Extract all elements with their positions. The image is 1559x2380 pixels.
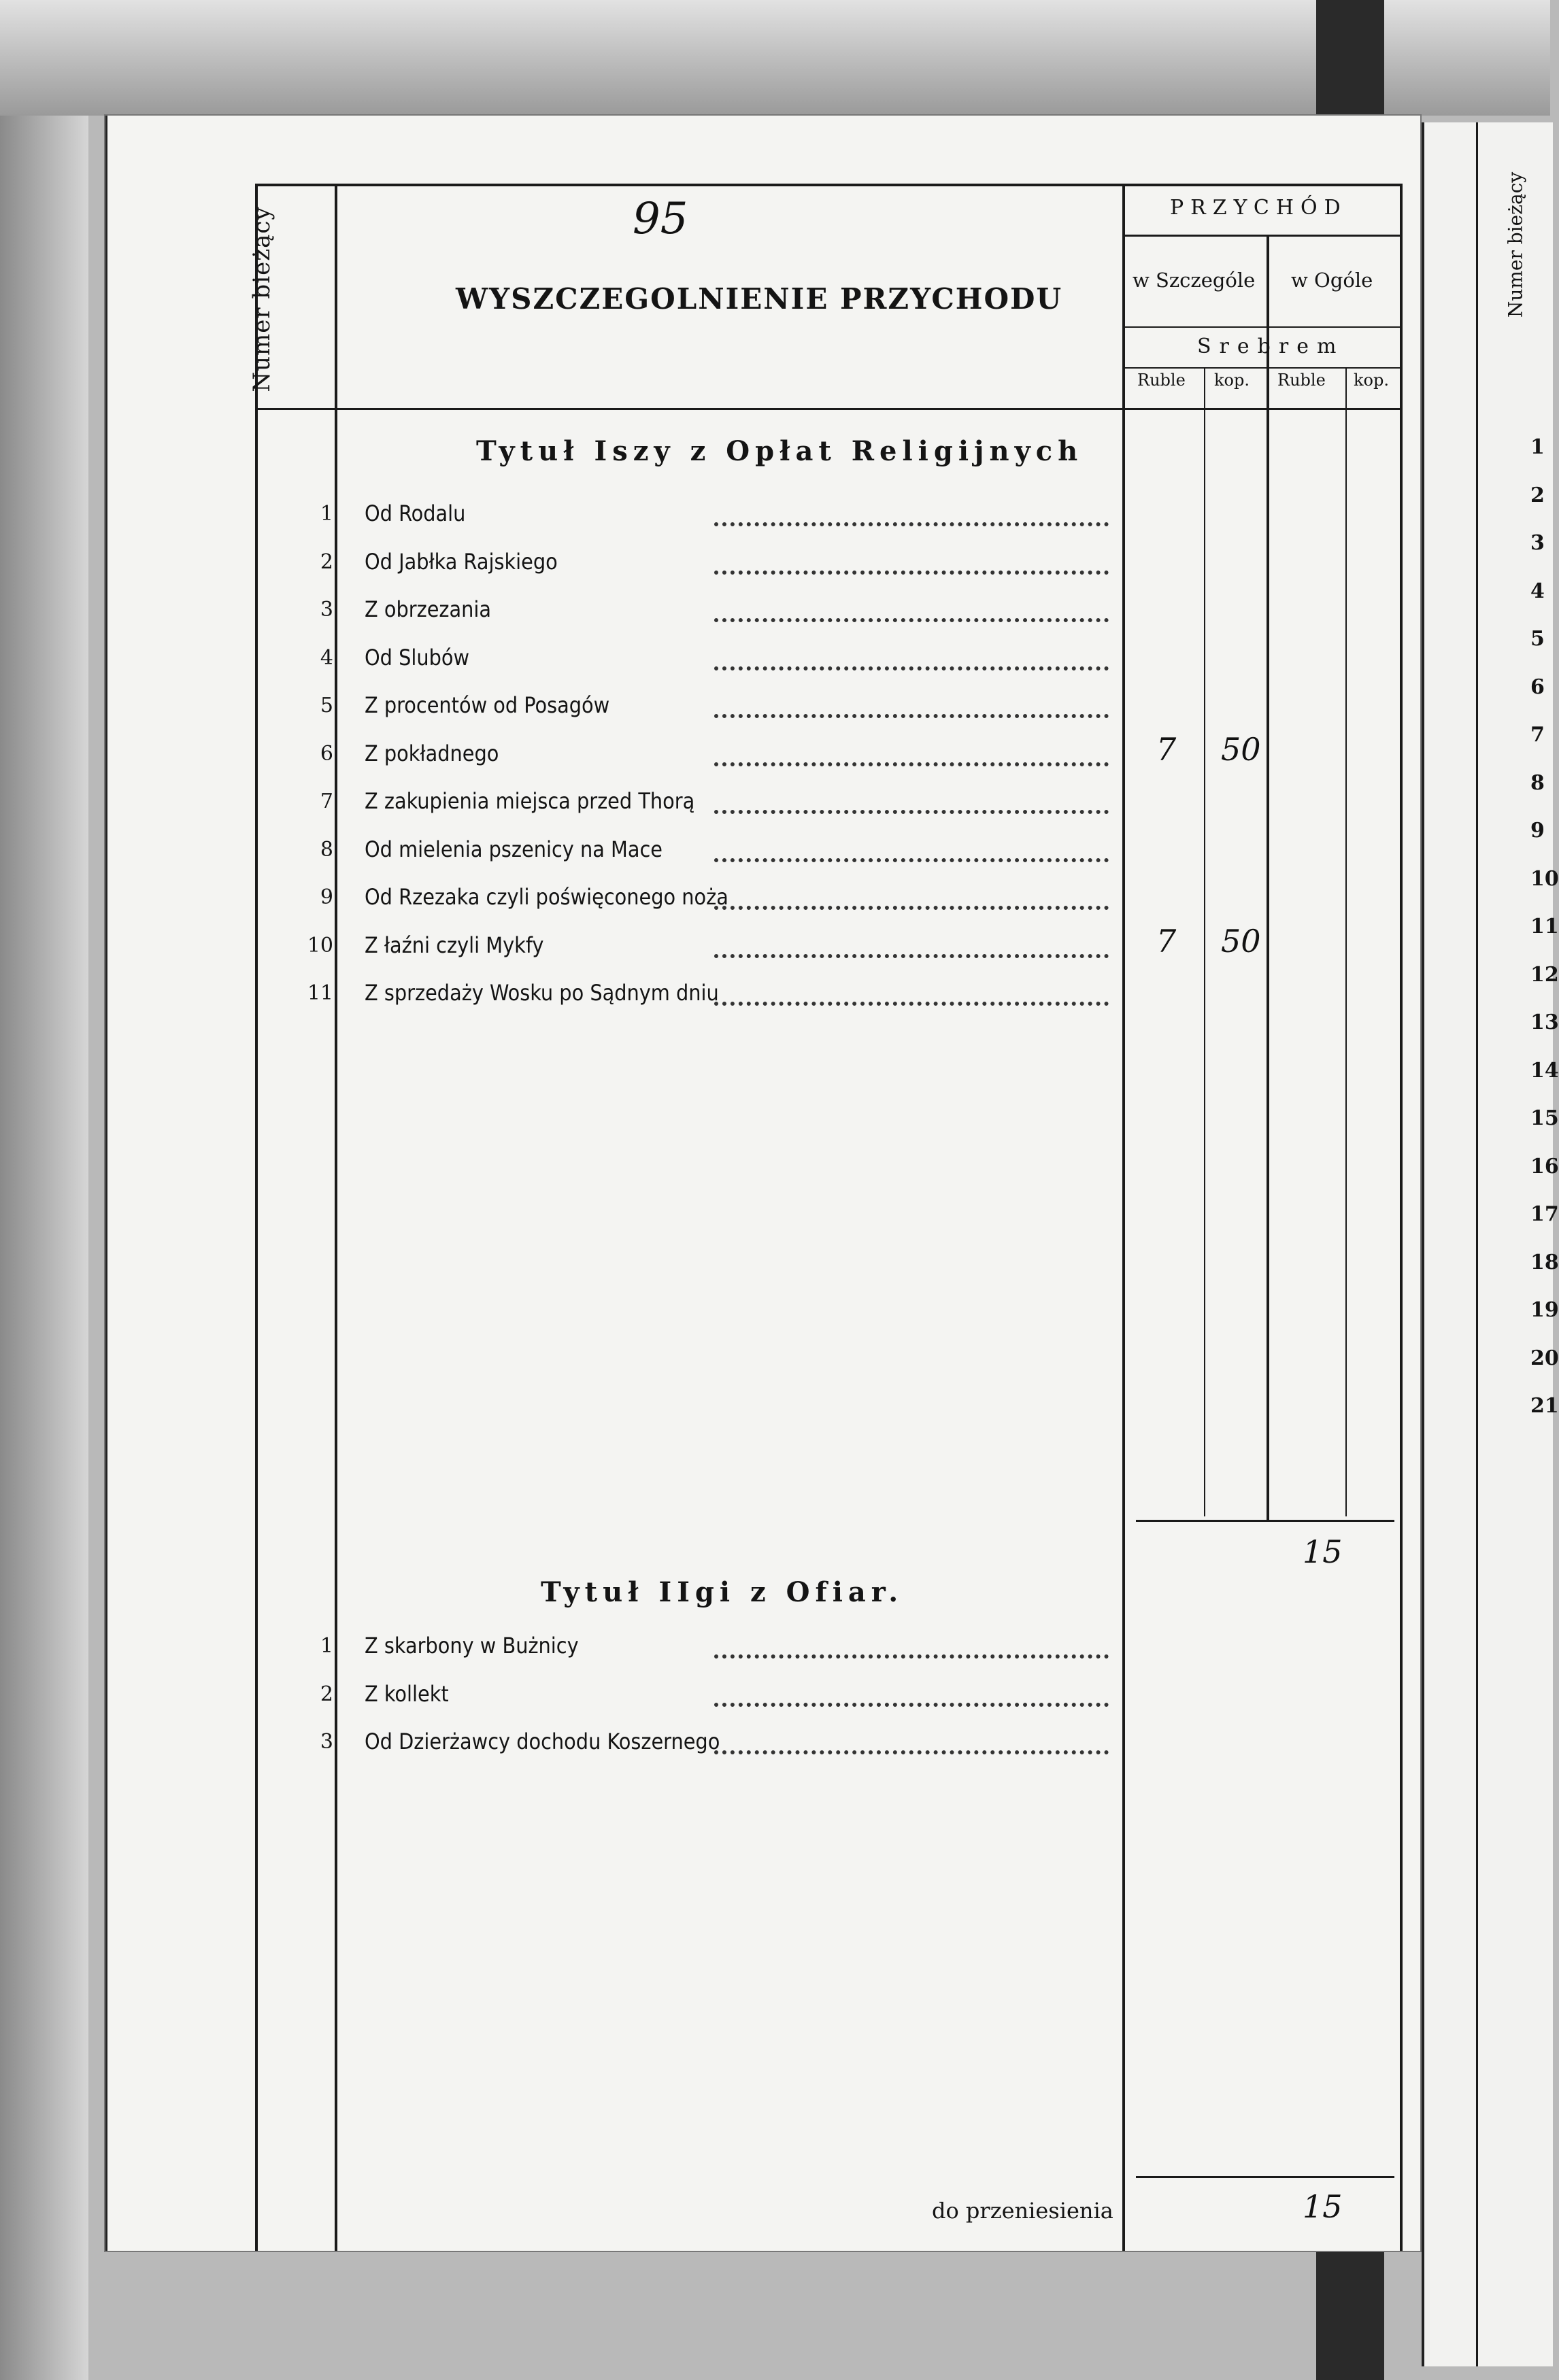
adjacent-row-number: 12 (1530, 962, 1559, 987)
row-description: Z sprzedaży Wosku po Sądnym dniu (365, 980, 719, 1006)
carry-forward-label: do przeniesienia (932, 2198, 1113, 2224)
dot-leader (714, 691, 1109, 718)
dot-leader (714, 499, 1109, 526)
dot-leader (714, 1631, 1109, 1659)
row-description: Z pokładnego (365, 740, 499, 766)
ruble-header-1: Ruble (1137, 371, 1186, 390)
row-number: 4 (320, 645, 333, 670)
row-number: 1 (320, 502, 333, 526)
adjacent-row-number: 11 (1530, 915, 1559, 938)
adjacent-row-number: 14 (1530, 1058, 1559, 1083)
adjacent-row-number: 10 (1530, 866, 1559, 891)
row-number: 2 (320, 1682, 333, 1706)
row-number: 11 (307, 981, 333, 1005)
row-description: Z zakupienia miejsca przed Thorą (365, 788, 695, 814)
row-number: 3 (320, 1730, 333, 1754)
table-row (286, 832, 1109, 869)
dot-leader (714, 1680, 1109, 1707)
row-description: Z procentów od Posagów (365, 692, 610, 718)
carry-forward-value: 15 (1303, 2188, 1343, 2225)
row-description: Od Rodalu (365, 500, 466, 526)
carry-total-line (1136, 2176, 1394, 2178)
row-number: 7 (320, 789, 333, 813)
row-description: Z obrzezania (365, 596, 492, 622)
row-description: Z skarbony w Bużnicy (365, 1633, 579, 1659)
przychod-header: PRZYCHÓD (1170, 196, 1347, 220)
dot-leader (714, 979, 1109, 1006)
adjacent-row-number: 6 (1530, 675, 1545, 699)
row-number: 1 (320, 1634, 333, 1658)
adjacent-page (1422, 122, 1553, 2366)
adjacent-row-number: 1 (1530, 435, 1545, 459)
w-ogole-header: w Ogóle (1291, 269, 1373, 292)
section2-title: Tytuł IIgi z Ofiar. (541, 1576, 904, 1608)
adjacent-row-number: 13 (1530, 1010, 1559, 1034)
adjacent-row-number: 7 (1530, 723, 1545, 747)
section1-title: Tytuł Iszy z Opłat Religijnych (476, 435, 1084, 467)
adjacent-row-number: 15 (1530, 1106, 1559, 1130)
adjacent-row-number: 9 (1530, 819, 1545, 843)
subheader-underline (1125, 326, 1401, 328)
description-column-line (1122, 184, 1125, 2251)
dot-leader (714, 595, 1109, 622)
w-szczegole-header: w Szczególe (1133, 269, 1256, 292)
table-row (286, 496, 1109, 533)
frame-right-line (1400, 184, 1403, 2251)
srebrem-underline (1125, 367, 1401, 369)
number-column-line (335, 184, 337, 2251)
adjacent-row-number: 19 (1530, 1298, 1559, 1322)
table-row (286, 928, 1109, 965)
row-number: 6 (320, 741, 333, 766)
dot-leader (714, 739, 1109, 766)
adjacent-row-number: 8 (1530, 770, 1545, 795)
table-row (286, 1677, 1109, 1714)
ruble2-kop2-divider (1345, 367, 1347, 1516)
dot-leader (714, 643, 1109, 670)
adjacent-row-number: 17 (1530, 1202, 1559, 1226)
scan-background-left (0, 116, 88, 2380)
adjacent-page-column-line (1476, 122, 1478, 2366)
row-description: Od mielenia pszenicy na Mace (365, 836, 663, 862)
adjacent-row-number: 16 (1530, 1154, 1559, 1178)
table-row (286, 736, 1109, 773)
adjacent-row-number: 3 (1530, 531, 1545, 555)
table-row (286, 592, 1109, 629)
table-row (286, 784, 1109, 821)
handwritten-kop-amount: 50 (1221, 730, 1261, 768)
table-row (286, 880, 1109, 917)
handwritten-page-mark: 95 (633, 194, 688, 244)
dot-leader (714, 931, 1109, 958)
adjacent-row-number: 5 (1530, 627, 1545, 651)
row-number: 3 (320, 598, 333, 622)
row-number: 8 (320, 837, 333, 862)
table-row (286, 976, 1109, 1013)
section1-total: 15 (1303, 1533, 1343, 1570)
table-row (286, 688, 1109, 725)
table-row (286, 545, 1109, 581)
handwritten-kop-amount: 50 (1221, 922, 1261, 959)
frame-top-line (255, 184, 1401, 186)
adjacent-row-number: 18 (1530, 1250, 1559, 1274)
row-description: Od Slubów (365, 644, 470, 670)
dot-leader (714, 835, 1109, 862)
adjacent-row-number: 2 (1530, 483, 1545, 507)
row-number: 5 (320, 694, 333, 717)
row-description: Z łaźni czyli Mykfy (365, 932, 544, 958)
dot-leader (714, 1727, 1109, 1754)
row-description: Od Dzierżawcy dochodu Koszernego (365, 1729, 720, 1754)
kop-header-2: kop. (1354, 371, 1389, 390)
frame-left-line (255, 184, 258, 2251)
row-description: Z kollekt (365, 1680, 449, 1707)
table-row (286, 1629, 1109, 1665)
szczegole-ogole-divider (1267, 235, 1269, 1520)
table-row (286, 1724, 1109, 1761)
handwritten-ruble-amount: 7 (1156, 922, 1177, 959)
row-number: 2 (320, 549, 333, 574)
srebrem-header: Srebrem (1197, 335, 1345, 358)
adjacent-row-number: 21 (1530, 1394, 1559, 1418)
ruble-header-2: Ruble (1277, 371, 1326, 390)
adjacent-numer-header: Numer bieżący (1504, 171, 1527, 318)
row-description: Od Rzezaka czyli poświęconego noża (365, 884, 728, 910)
adjacent-row-number: 20 (1530, 1346, 1559, 1370)
main-title: WYSZCZEGOLNIENIE PRZYCHODU (456, 282, 1063, 316)
dot-leader (714, 547, 1109, 575)
adjacent-row-number: 4 (1530, 579, 1545, 603)
row-description: Od Jabłka Rajskiego (365, 548, 558, 575)
row-number: 9 (320, 885, 333, 909)
kop-header-1: kop. (1214, 371, 1250, 390)
header-bottom-line (255, 408, 1401, 410)
row-number: 10 (307, 933, 333, 957)
handwritten-ruble-amount: 7 (1156, 730, 1177, 768)
section1-total-line (1136, 1520, 1394, 1522)
przychod-underline (1125, 235, 1401, 237)
table-row (286, 641, 1109, 677)
dot-leader (714, 787, 1109, 814)
numer-biezacy-header: Numer bieżący (248, 206, 275, 392)
dot-leader (714, 883, 1109, 910)
ruble1-kop1-divider (1204, 367, 1205, 1516)
